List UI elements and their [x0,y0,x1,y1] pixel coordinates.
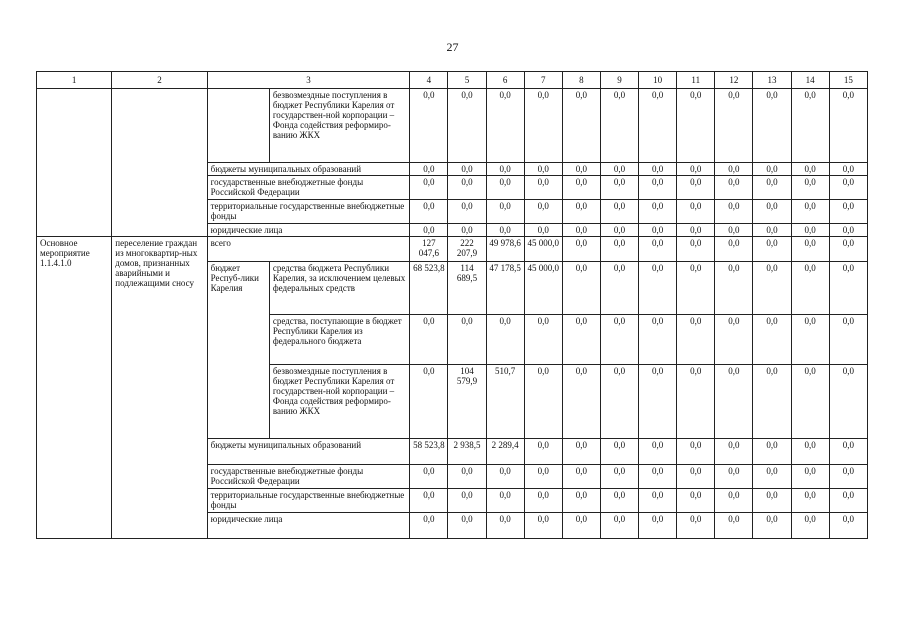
row-label: безвозмездные поступления в бюджет Республики Карелия от государствен-ной корпорации – Фонда содействия реформиро-ванию ЖКХ [269,89,410,163]
value-cell: 0,0 [562,513,600,539]
value-cell: 0,0 [715,163,753,176]
value-cell: 0,0 [562,489,600,513]
row-label: юридические лица [207,224,410,237]
value-cell: 0,0 [791,365,829,439]
value-cell: 0,0 [791,262,829,315]
value-cell: 0,0 [753,489,791,513]
row-label: государственные внебюджетные фонды Российской Федерации [207,176,410,200]
budget-table [36,71,868,539]
value-cell: 0,0 [410,365,448,439]
value-cell: 0,0 [715,200,753,224]
value-cell: 0,0 [791,163,829,176]
value-cell: 0,0 [829,237,867,262]
value-cell: 0,0 [677,224,715,237]
value-cell: 0,0 [524,439,562,465]
value-cell: 0,0 [524,365,562,439]
value-cell: 0,0 [677,176,715,200]
value-cell: 0,0 [639,163,677,176]
value-cell: 0,0 [562,465,600,489]
value-cell: 0,0 [715,365,753,439]
value-cell: 0,0 [829,200,867,224]
value-cell: 0,0 [791,176,829,200]
value-cell: 0,0 [753,89,791,163]
empty-cell [37,89,112,237]
value-cell: 0,0 [715,439,753,465]
value-cell: 0,0 [600,89,638,163]
value-cell: 222 207,9 [448,237,486,262]
value-cell: 0,0 [715,315,753,365]
value-cell: 0,0 [753,163,791,176]
value-cell: 0,0 [639,315,677,365]
header-cell: 14 [791,72,829,89]
value-cell: 0,0 [486,465,524,489]
value-cell: 0,0 [600,224,638,237]
value-cell: 0,0 [639,89,677,163]
value-cell: 0,0 [410,489,448,513]
value-cell: 0,0 [486,176,524,200]
value-cell: 0,0 [753,262,791,315]
table-row [37,237,868,262]
header-cell: 11 [677,72,715,89]
value-cell: 0,0 [524,315,562,365]
value-cell: 0,0 [562,439,600,465]
value-cell: 510,7 [486,365,524,439]
value-cell: 0,0 [448,465,486,489]
value-cell: 0,0 [791,224,829,237]
value-cell: 0,0 [829,262,867,315]
value-cell: 0,0 [486,513,524,539]
value-cell: 0,0 [562,365,600,439]
row-label: государственные внебюджетные фонды Российской Федерации [207,465,410,489]
value-cell: 0,0 [562,200,600,224]
value-cell: 0,0 [829,489,867,513]
value-cell: 0,0 [486,224,524,237]
value-cell: 0,0 [410,200,448,224]
value-cell: 0,0 [562,262,600,315]
value-cell: 0,0 [639,465,677,489]
value-cell: 0,0 [715,262,753,315]
header-cell: 2 [112,72,207,89]
value-cell: 2 938,5 [448,439,486,465]
value-cell: 0,0 [677,365,715,439]
value-cell: 0,0 [677,262,715,315]
value-cell: 0,0 [524,489,562,513]
value-cell: 0,0 [715,489,753,513]
value-cell: 0,0 [791,200,829,224]
value-cell: 0,0 [829,176,867,200]
value-cell: 0,0 [791,89,829,163]
row-label: средства бюджета Республики Карелия, за исключением целевых федеральных средств [269,262,410,315]
value-cell: 0,0 [677,513,715,539]
value-cell: 0,0 [829,89,867,163]
value-cell: 0,0 [448,89,486,163]
value-cell: 0,0 [753,237,791,262]
value-cell: 0,0 [829,465,867,489]
row-label: территориальные государственные внебюджетные фонды [207,489,410,513]
value-cell: 0,0 [829,315,867,365]
value-cell: 0,0 [639,224,677,237]
value-cell: 0,0 [524,163,562,176]
value-cell: 0,0 [829,439,867,465]
value-cell: 0,0 [600,365,638,439]
value-cell: 0,0 [600,237,638,262]
value-cell: 0,0 [791,315,829,365]
measure-name: переселение граждан из многоквартир-ных домов, признанных аварийными и подлежащими сносу [112,237,207,539]
table-row [37,89,868,163]
value-cell: 0,0 [753,200,791,224]
value-cell: 0,0 [753,176,791,200]
value-cell: 0,0 [448,176,486,200]
value-cell: 0,0 [600,262,638,315]
value-cell: 0,0 [639,262,677,315]
header-cell: 15 [829,72,867,89]
value-cell: 0,0 [410,176,448,200]
value-cell: 0,0 [791,439,829,465]
value-cell: 0,0 [753,365,791,439]
header-cell: 7 [524,72,562,89]
row-label: средства, поступающие в бюджет Республики Карелия из федерального бюджета [269,315,410,365]
value-cell: 0,0 [715,89,753,163]
header-cell: 10 [639,72,677,89]
value-cell: 0,0 [715,237,753,262]
value-cell: 0,0 [562,89,600,163]
value-cell: 104 579,9 [448,365,486,439]
budget-group-label: бюджет Респуб-лики Карелия [207,262,269,439]
value-cell: 0,0 [600,465,638,489]
value-cell: 49 978,6 [486,237,524,262]
value-cell: 0,0 [562,224,600,237]
value-cell: 0,0 [410,513,448,539]
value-cell: 114 689,5 [448,262,486,315]
value-cell: 0,0 [600,439,638,465]
row-label: территориальные государственные внебюджетные фонды [207,200,410,224]
header-cell: 6 [486,72,524,89]
value-cell: 45 000,0 [524,262,562,315]
row-label: бюджеты муниципальных образований [207,163,410,176]
value-cell: 0,0 [600,163,638,176]
value-cell: 58 523,8 [410,439,448,465]
value-cell: 0,0 [410,465,448,489]
value-cell: 0,0 [448,224,486,237]
value-cell: 0,0 [791,237,829,262]
value-cell: 0,0 [753,224,791,237]
value-cell: 0,0 [448,315,486,365]
value-cell: 0,0 [639,513,677,539]
value-cell: 0,0 [486,315,524,365]
value-cell: 0,0 [753,439,791,465]
value-cell: 0,0 [791,513,829,539]
value-cell: 0,0 [562,163,600,176]
value-cell: 0,0 [524,176,562,200]
value-cell: 0,0 [524,465,562,489]
value-cell: 0,0 [639,176,677,200]
value-cell: 0,0 [715,513,753,539]
header-cell: 9 [600,72,638,89]
value-cell: 0,0 [639,365,677,439]
value-cell: 0,0 [410,224,448,237]
value-cell: 0,0 [677,439,715,465]
header-cell: 12 [715,72,753,89]
measure-code: Основное мероприятие 1.1.4.1.0 [37,237,112,539]
value-cell: 68 523,8 [410,262,448,315]
value-cell: 0,0 [524,200,562,224]
value-cell: 0,0 [715,224,753,237]
header-cell: 13 [753,72,791,89]
value-cell: 0,0 [715,465,753,489]
value-cell: 0,0 [677,489,715,513]
value-cell: 0,0 [562,237,600,262]
value-cell: 0,0 [486,89,524,163]
header-cell: 1 [37,72,112,89]
value-cell: 0,0 [600,315,638,365]
value-cell: 0,0 [677,465,715,489]
value-cell: 0,0 [639,200,677,224]
value-cell: 45 000,0 [524,237,562,262]
value-cell: 0,0 [562,176,600,200]
value-cell: 0,0 [677,315,715,365]
value-cell: 0,0 [639,439,677,465]
value-cell: 0,0 [677,237,715,262]
value-cell: 0,0 [600,200,638,224]
empty-cell [112,89,207,237]
value-cell: 0,0 [410,163,448,176]
value-cell: 0,0 [829,163,867,176]
row-label: всего [207,237,410,262]
value-cell: 2 289,4 [486,439,524,465]
header-cell: 8 [562,72,600,89]
value-cell: 0,0 [486,489,524,513]
row-label: бюджеты муниципальных образований [207,439,410,465]
value-cell: 0,0 [600,176,638,200]
value-cell: 0,0 [524,224,562,237]
row-label: юридические лица [207,513,410,539]
value-cell: 0,0 [486,200,524,224]
page-number: 27 [446,40,459,54]
value-cell: 0,0 [524,89,562,163]
value-cell: 0,0 [410,315,448,365]
value-cell: 0,0 [791,489,829,513]
value-cell: 0,0 [677,163,715,176]
value-cell: 0,0 [829,513,867,539]
value-cell: 0,0 [448,163,486,176]
empty-cell [207,89,269,163]
value-cell: 127 047,6 [410,237,448,262]
value-cell: 0,0 [448,200,486,224]
header-cell: 4 [410,72,448,89]
value-cell: 0,0 [753,315,791,365]
value-cell: 0,0 [448,489,486,513]
value-cell: 0,0 [524,513,562,539]
value-cell: 0,0 [562,315,600,365]
row-label: безвозмездные поступления в бюджет Республики Карелия от государствен-ной корпорации – Фонда содействия реформиро-ванию ЖКХ [269,365,410,439]
value-cell: 0,0 [753,465,791,489]
value-cell: 0,0 [753,513,791,539]
value-cell: 0,0 [677,89,715,163]
value-cell: 0,0 [600,489,638,513]
value-cell: 0,0 [600,513,638,539]
value-cell: 0,0 [715,176,753,200]
value-cell: 0,0 [791,465,829,489]
value-cell: 47 178,5 [486,262,524,315]
value-cell: 0,0 [829,365,867,439]
header-cell: 5 [448,72,486,89]
value-cell: 0,0 [410,89,448,163]
value-cell: 0,0 [486,163,524,176]
header-cell: 3 [207,72,410,89]
value-cell: 0,0 [639,489,677,513]
value-cell: 0,0 [829,224,867,237]
value-cell: 0,0 [448,513,486,539]
header-row [37,72,868,89]
value-cell: 0,0 [677,200,715,224]
value-cell: 0,0 [639,237,677,262]
